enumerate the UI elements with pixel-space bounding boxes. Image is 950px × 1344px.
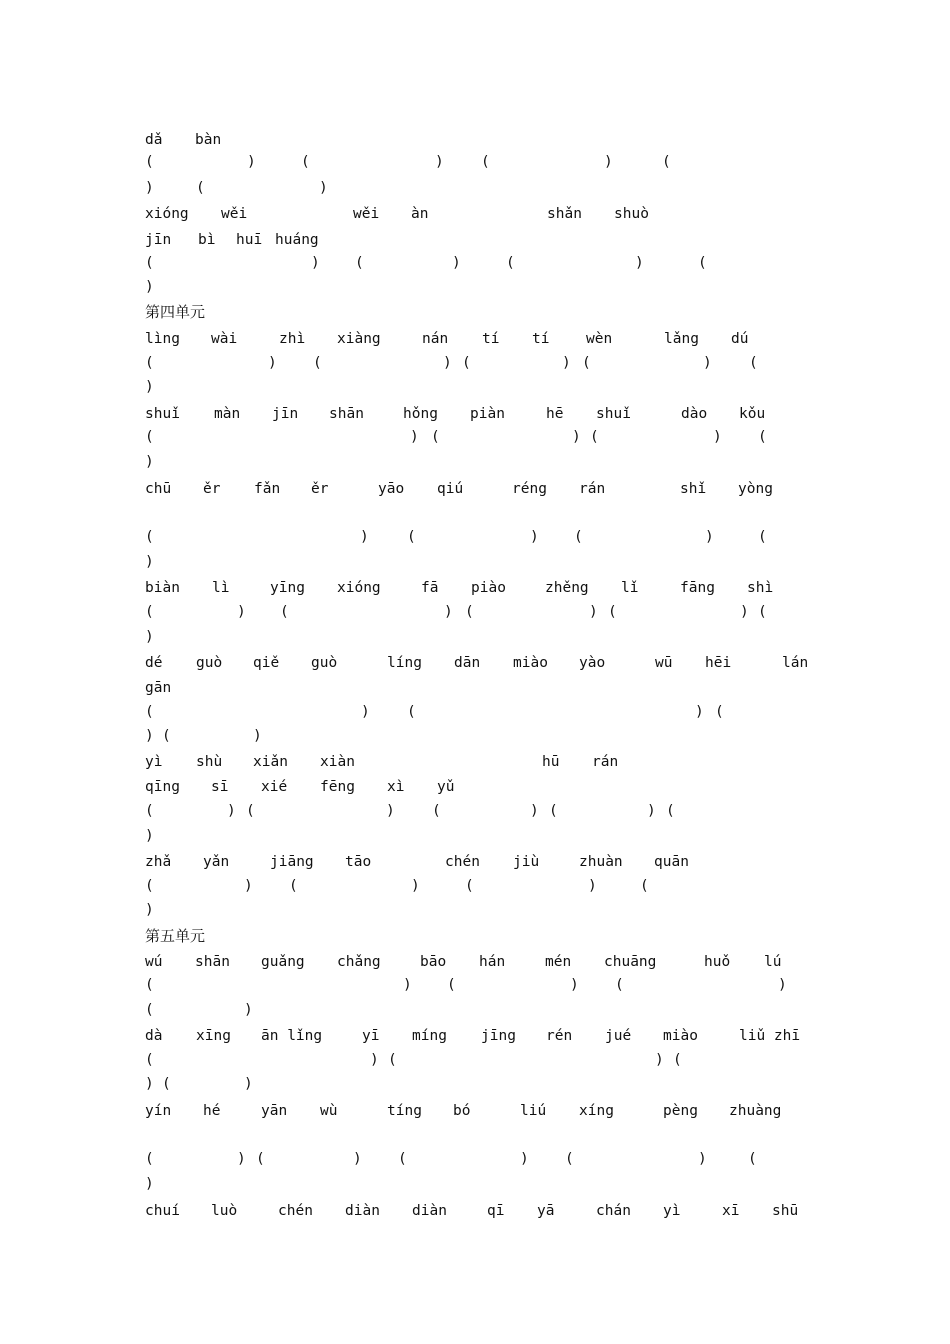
answer-paren: ( [407, 529, 416, 545]
answer-paren: ( [398, 1151, 407, 1167]
pinyin-row [145, 1200, 825, 1222]
answer-paren: ) [562, 355, 571, 371]
answer-blank-row [145, 800, 825, 822]
answer-paren: ( [673, 1052, 682, 1068]
answer-paren: ( [145, 154, 154, 170]
answer-paren: ( [145, 803, 154, 819]
pinyin-word: chuāng [604, 954, 657, 970]
answer-paren: ( [289, 878, 298, 894]
pinyin-word: guò [196, 655, 223, 671]
answer-paren: ) [695, 704, 704, 720]
pinyin-word: shuǐ [145, 406, 180, 422]
answer-paren: ( [256, 1151, 265, 1167]
pinyin-word: ěr [203, 481, 221, 497]
pinyin-word: shān [195, 954, 230, 970]
pinyin-word: jiāng [270, 854, 314, 870]
pinyin-word: jīng [481, 1028, 516, 1044]
pinyin-word: yǔ [437, 779, 455, 795]
pinyin-word: xié [261, 779, 288, 795]
pinyin-word: shǎn [547, 206, 582, 222]
answer-paren: ) [604, 154, 613, 170]
answer-paren: ( [481, 154, 490, 170]
answer-paren: ( [662, 154, 671, 170]
answer-paren: ( [407, 704, 416, 720]
answer-paren: ) [452, 255, 461, 271]
pinyin-word: rén [546, 1028, 573, 1044]
pinyin-word: hé [203, 1103, 221, 1119]
pinyin-word: huǒ [704, 954, 731, 970]
answer-paren: ( [388, 1052, 397, 1068]
answer-paren: ) [411, 878, 420, 894]
pinyin-word: yì [145, 754, 163, 770]
answer-paren: ) [655, 1052, 664, 1068]
pinyin-word: miào [513, 655, 548, 671]
answer-paren: ( [431, 429, 440, 445]
pinyin-row [145, 677, 825, 699]
pinyin-word: shuǐ [596, 406, 631, 422]
answer-paren: ( [758, 529, 767, 545]
answer-blank-row [145, 974, 825, 996]
answer-paren: ) [370, 1052, 379, 1068]
pinyin-word: bāo [420, 954, 447, 970]
pinyin-row [145, 229, 825, 251]
answer-paren: ) [778, 977, 787, 993]
answer-paren: ) [361, 704, 370, 720]
answer-paren: ( [145, 255, 154, 271]
pinyin-word: shuò [614, 206, 649, 222]
pinyin-word: huáng [275, 232, 319, 248]
answer-paren: ( [574, 529, 583, 545]
pinyin-word: gān [145, 680, 172, 696]
pinyin-word: zhuàn [579, 854, 623, 870]
answer-paren: ) [360, 529, 369, 545]
pinyin-word: lán [782, 655, 809, 671]
answer-paren: ( [145, 704, 154, 720]
answer-paren: ) [145, 629, 154, 645]
pinyin-word: piào [471, 580, 506, 596]
answer-paren: ) [244, 1076, 253, 1092]
pinyin-word: chén [445, 854, 480, 870]
pinyin-word: wěi [221, 206, 248, 222]
answer-blank-row [145, 701, 825, 723]
answer-blank-row [145, 875, 825, 897]
pinyin-word: zhì [279, 331, 306, 347]
answer-blank-row [145, 526, 825, 548]
answer-paren: ) [145, 728, 154, 744]
unit-heading: 第五单元 [145, 927, 206, 945]
answer-paren: ( [145, 977, 154, 993]
pinyin-row [145, 577, 825, 599]
answer-blank-row [145, 551, 825, 573]
pinyin-word: biàn [145, 580, 180, 596]
pinyin-word: chuí [145, 1203, 180, 1219]
answer-paren: ) [145, 180, 154, 196]
pinyin-word: chǎng [337, 954, 381, 970]
answer-paren: ) [244, 1002, 253, 1018]
pinyin-word: fēng [320, 779, 355, 795]
pinyin-word: líng [387, 655, 422, 671]
pinyin-word: qiú [437, 481, 464, 497]
answer-paren: ( [749, 355, 758, 371]
answer-paren: ( [355, 255, 364, 271]
pinyin-word: xióng [145, 206, 189, 222]
pinyin-word: dào [681, 406, 708, 422]
answer-paren: ( [162, 728, 171, 744]
answer-paren: ) [319, 180, 328, 196]
pinyin-row [145, 851, 825, 873]
pinyin-word: chū [145, 481, 172, 497]
pinyin-word: jué [605, 1028, 632, 1044]
answer-paren: ) [145, 1076, 154, 1092]
pinyin-word: dān [454, 655, 481, 671]
pinyin-word: xiàng [337, 331, 381, 347]
answer-paren: ) [588, 878, 597, 894]
answer-paren: ( [549, 803, 558, 819]
pinyin-word: zhǎ [145, 854, 172, 870]
answer-paren: ( [608, 604, 617, 620]
answer-paren: ) [647, 803, 656, 819]
answer-paren: ) [740, 604, 749, 620]
answer-paren: ( [196, 180, 205, 196]
pinyin-word: fā [421, 580, 439, 596]
pinyin-word: jīn [145, 232, 172, 248]
pinyin-word: chén [278, 1203, 313, 1219]
answer-paren: ( [465, 878, 474, 894]
answer-paren: ) [410, 429, 419, 445]
answer-paren: ) [145, 379, 154, 395]
pinyin-word: liǔ zhī [739, 1028, 801, 1044]
answer-paren: ( [590, 429, 599, 445]
answer-paren: ( [162, 1076, 171, 1092]
answer-blank-row [145, 252, 825, 274]
pinyin-word: dé [145, 655, 163, 671]
answer-paren: ) [311, 255, 320, 271]
pinyin-word: qiě [253, 655, 280, 671]
pinyin-word: dà [145, 1028, 163, 1044]
answer-paren: ( [758, 604, 767, 620]
answer-paren: ( [506, 255, 515, 271]
pinyin-word: qīng [145, 779, 180, 795]
pinyin-word: jīn [272, 406, 299, 422]
pinyin-word: míng [412, 1028, 447, 1044]
answer-paren: ) [145, 554, 154, 570]
pinyin-word: diàn [412, 1203, 447, 1219]
answer-blank-row [145, 451, 825, 473]
answer-paren: ) [386, 803, 395, 819]
pinyin-word: dǎ [145, 132, 163, 148]
pinyin-word: yǎn [203, 854, 230, 870]
answer-paren: ) [703, 355, 712, 371]
answer-paren: ( [582, 355, 591, 371]
pinyin-row [145, 652, 825, 674]
pinyin-word: hǒng [403, 406, 438, 422]
pinyin-word: tāo [345, 854, 372, 870]
answer-paren: ( [748, 1151, 757, 1167]
answer-blank-row [145, 999, 825, 1021]
answer-paren: ( [301, 154, 310, 170]
pinyin-row [145, 478, 825, 500]
pinyin-word: wèn [586, 331, 613, 347]
pinyin-word: quān [654, 854, 689, 870]
answer-blank-row [145, 352, 825, 374]
pinyin-word: zhěng [545, 580, 589, 596]
pinyin-word: yào [579, 655, 606, 671]
answer-blank-row [145, 825, 825, 847]
pinyin-word: àn [411, 206, 429, 222]
answer-paren: ) [403, 977, 412, 993]
answer-blank-row [145, 899, 825, 921]
answer-paren: ) [705, 529, 714, 545]
answer-paren: ) [145, 1176, 154, 1192]
pinyin-word: shì [747, 580, 774, 596]
pinyin-word: chán [596, 1203, 631, 1219]
answer-paren: ) [572, 429, 581, 445]
pinyin-word: pèng [663, 1103, 698, 1119]
answer-paren: ( [313, 355, 322, 371]
pinyin-word: lǐ [621, 580, 639, 596]
pinyin-row [145, 328, 825, 350]
answer-paren: ) [530, 803, 539, 819]
pinyin-word: wù [320, 1103, 338, 1119]
answer-paren: ) [145, 828, 154, 844]
pinyin-word: hán [479, 954, 506, 970]
pinyin-row [145, 776, 825, 798]
answer-paren: ( [145, 878, 154, 894]
pinyin-word: fǎn [254, 481, 281, 497]
answer-paren: ) [227, 803, 236, 819]
pinyin-word: shù [196, 754, 223, 770]
pinyin-row [145, 1025, 825, 1047]
answer-paren: ( [447, 977, 456, 993]
pinyin-word: xiàn [320, 754, 355, 770]
answer-paren: ( [145, 429, 154, 445]
pinyin-word: màn [214, 406, 241, 422]
answer-blank-row [145, 725, 825, 747]
answer-paren: ) [145, 279, 154, 295]
pinyin-word: wú [145, 954, 163, 970]
pinyin-word: yīng [270, 580, 305, 596]
answer-blank-row [145, 376, 825, 398]
answer-paren: ) [244, 878, 253, 894]
pinyin-word: tíng [387, 1103, 422, 1119]
pinyin-word: xíng [579, 1103, 614, 1119]
pinyin-row [145, 1100, 825, 1122]
pinyin-word: yī [362, 1028, 380, 1044]
answer-paren: ) [443, 355, 452, 371]
pinyin-word: shān [329, 406, 364, 422]
answer-paren: ( [698, 255, 707, 271]
answer-paren: ( [462, 355, 471, 371]
answer-paren: ( [145, 1052, 154, 1068]
answer-blank-row [145, 1049, 825, 1071]
pinyin-word: fāng [680, 580, 715, 596]
answer-blank-row [145, 626, 825, 648]
pinyin-word: yān [261, 1103, 288, 1119]
pinyin-word: ān lǐng [261, 1028, 323, 1044]
answer-paren: ( [145, 529, 154, 545]
answer-blank-row [145, 1148, 825, 1170]
pinyin-row [145, 951, 825, 973]
pinyin-word: guǎng [261, 954, 305, 970]
answer-paren: ) [145, 454, 154, 470]
answer-paren: ( [432, 803, 441, 819]
answer-paren: ) [589, 604, 598, 620]
pinyin-word: xiǎn [253, 754, 288, 770]
answer-paren: ( [666, 803, 675, 819]
pinyin-word: bì [198, 232, 216, 248]
pinyin-word: diàn [345, 1203, 380, 1219]
pinyin-word: piàn [470, 406, 505, 422]
answer-blank-row [145, 1073, 825, 1095]
answer-paren: ) [698, 1151, 707, 1167]
answer-paren: ) [247, 154, 256, 170]
answer-paren: ( [145, 604, 154, 620]
answer-blank-row [145, 151, 825, 173]
pinyin-word: xióng [337, 580, 381, 596]
answer-blank-row [145, 276, 825, 298]
pinyin-word: yāo [378, 481, 405, 497]
pinyin-row [145, 751, 825, 773]
pinyin-word: mén [545, 954, 572, 970]
answer-paren: ) [237, 1151, 246, 1167]
pinyin-word: yì [663, 1203, 681, 1219]
answer-paren: ( [280, 604, 289, 620]
pinyin-word: lú [764, 954, 782, 970]
pinyin-word: guò [311, 655, 338, 671]
pinyin-word: tí [482, 331, 500, 347]
pinyin-word: xì [387, 779, 405, 795]
answer-paren: ( [465, 604, 474, 620]
answer-paren: ( [615, 977, 624, 993]
pinyin-word: dú [731, 331, 749, 347]
pinyin-word: rán [579, 481, 606, 497]
answer-paren: ) [444, 604, 453, 620]
pinyin-word: nán [422, 331, 449, 347]
answer-paren: ( [715, 704, 724, 720]
pinyin-word: réng [512, 481, 547, 497]
answer-paren: ( [758, 429, 767, 445]
answer-paren: ) [635, 255, 644, 271]
answer-paren: ) [570, 977, 579, 993]
answer-paren: ) [530, 529, 539, 545]
answer-blank-row [145, 1173, 825, 1195]
pinyin-word: lǎng [664, 331, 699, 347]
pinyin-word: shǐ [680, 481, 707, 497]
pinyin-row [145, 203, 825, 225]
pinyin-word: hē [546, 406, 564, 422]
pinyin-word: huī [236, 232, 263, 248]
answer-paren: ( [145, 355, 154, 371]
pinyin-word: lìng [145, 331, 180, 347]
pinyin-word: rán [592, 754, 619, 770]
pinyin-word: hū [542, 754, 560, 770]
pinyin-word: yā [537, 1203, 555, 1219]
answer-paren: ) [713, 429, 722, 445]
pinyin-word: wěi [353, 206, 380, 222]
pinyin-word: yòng [738, 481, 773, 497]
pinyin-word: qī [487, 1203, 505, 1219]
pinyin-word: shū [772, 1203, 799, 1219]
pinyin-word: hēi [705, 655, 732, 671]
pinyin-word: xīng [196, 1028, 231, 1044]
pinyin-word: xī [722, 1203, 740, 1219]
pinyin-word: ěr [311, 481, 329, 497]
pinyin-word: bàn [195, 132, 222, 148]
answer-blank-row [145, 426, 825, 448]
pinyin-word: yín [145, 1103, 172, 1119]
answer-paren: ( [565, 1151, 574, 1167]
answer-paren: ) [253, 728, 262, 744]
answer-paren: ( [145, 1151, 154, 1167]
answer-paren: ) [268, 355, 277, 371]
pinyin-word: wū [655, 655, 673, 671]
answer-paren: ) [435, 154, 444, 170]
pinyin-row [145, 403, 825, 425]
pinyin-word: lì [212, 580, 230, 596]
answer-paren: ( [640, 878, 649, 894]
pinyin-word: tí [532, 331, 550, 347]
pinyin-word: jiù [513, 854, 540, 870]
pinyin-word: kǒu [739, 406, 766, 422]
pinyin-word: zhuàng [729, 1103, 782, 1119]
pinyin-word: wài [211, 331, 238, 347]
answer-paren: ( [145, 1002, 154, 1018]
answer-paren: ) [237, 604, 246, 620]
answer-blank-row [145, 177, 825, 199]
pinyin-word: miào [663, 1028, 698, 1044]
answer-blank-row [145, 601, 825, 623]
pinyin-word: luò [211, 1203, 238, 1219]
pinyin-word: bó [453, 1103, 471, 1119]
answer-paren: ) [520, 1151, 529, 1167]
answer-paren: ( [246, 803, 255, 819]
pinyin-word: sī [211, 779, 229, 795]
answer-paren: ) [353, 1151, 362, 1167]
pinyin-row [145, 129, 825, 151]
answer-paren: ) [145, 902, 154, 918]
unit-heading: 第四单元 [145, 303, 206, 321]
pinyin-word: liú [520, 1103, 547, 1119]
